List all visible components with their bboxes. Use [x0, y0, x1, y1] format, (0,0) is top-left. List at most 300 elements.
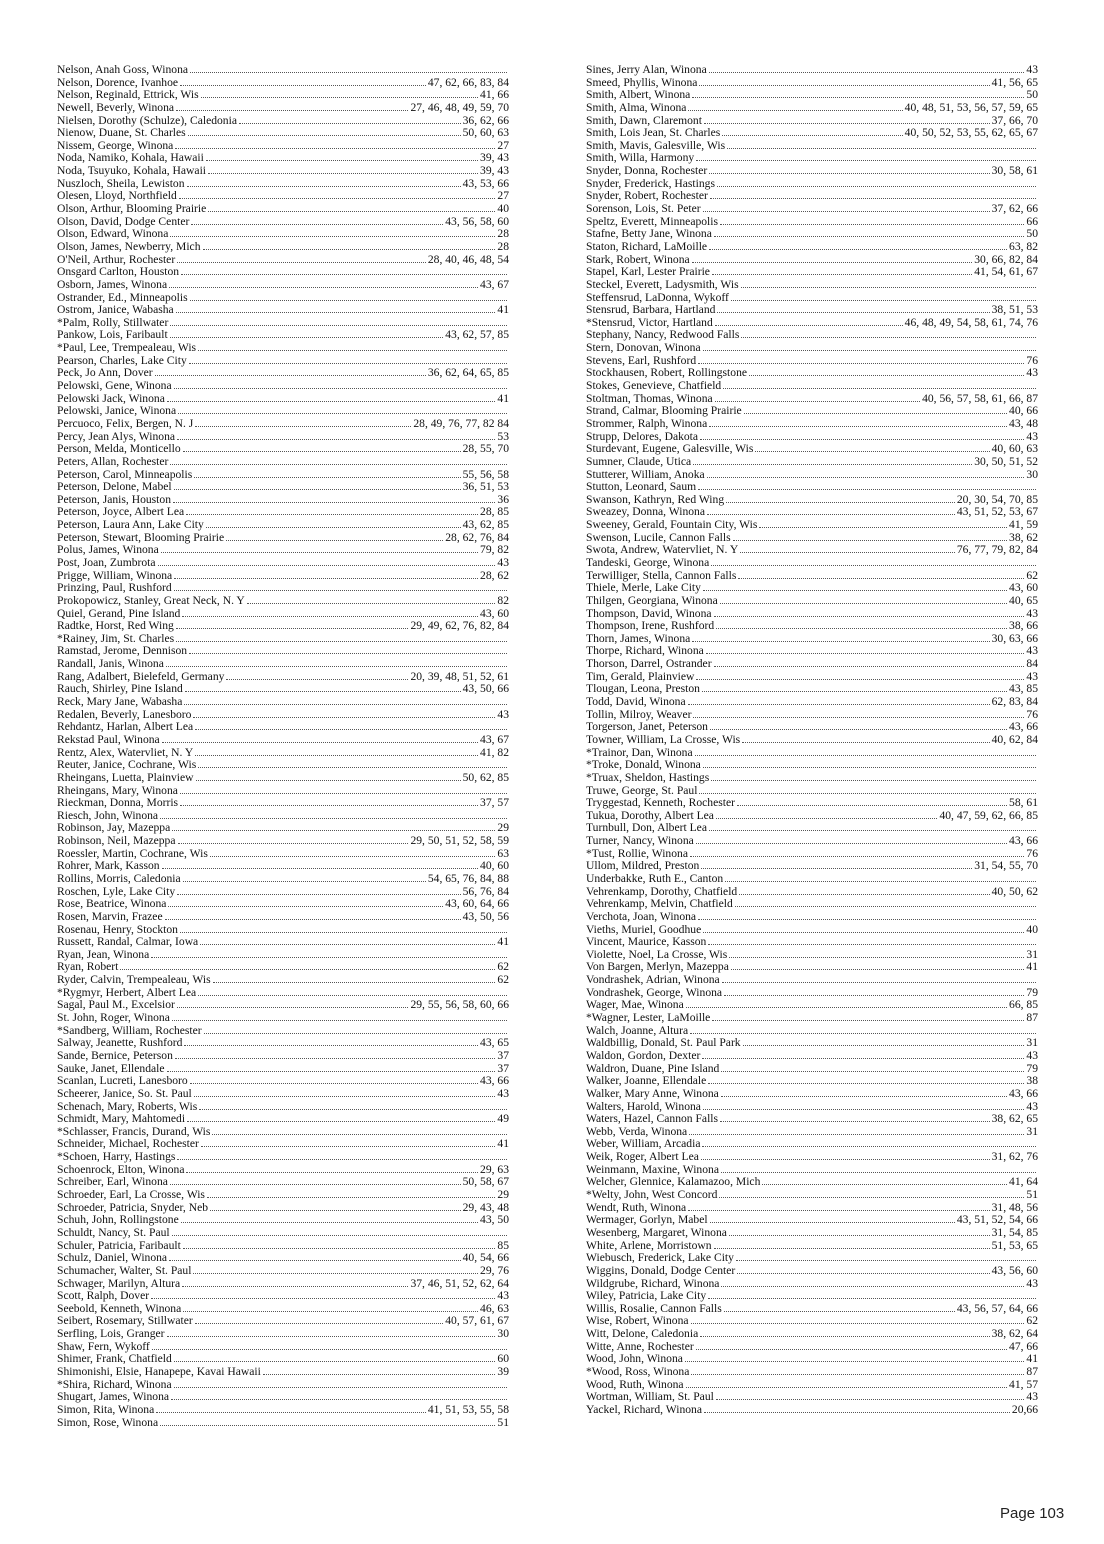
- dot-leader: [731, 300, 1036, 301]
- index-entry: [586, 431, 1038, 444]
- dot-leader: [716, 818, 938, 819]
- entry-pages: 41: [1026, 1353, 1038, 1366]
- dot-leader: [175, 1058, 496, 1059]
- dot-leader: [727, 148, 1036, 149]
- dot-leader: [724, 995, 1024, 996]
- dot-leader: [172, 830, 495, 831]
- entry-name: Prinzing, Paul, Rushford: [57, 582, 172, 595]
- entry-name: *Stensrud, Victor, Hartland: [586, 316, 713, 329]
- index-entry: [586, 683, 1038, 696]
- index-entry: [57, 873, 509, 886]
- entry-name: Peters, Allan, Rochester: [57, 455, 169, 468]
- entry-name: Rose, Beatrice, Winona: [57, 898, 167, 911]
- dot-leader: [195, 1323, 443, 1324]
- entry-pages: 40, 62, 84: [991, 733, 1038, 746]
- dot-leader: [690, 856, 1024, 857]
- index-entry: [57, 1126, 509, 1139]
- dot-leader: [179, 198, 496, 199]
- entry-pages: 82: [497, 594, 509, 607]
- entry-name: Rekstad Paul, Winona: [57, 733, 160, 746]
- dot-leader: [696, 160, 1036, 161]
- entry-name: Peterson, Stewart, Blooming Prairie: [57, 531, 225, 544]
- index-entry: [57, 886, 509, 899]
- dot-leader: [177, 262, 426, 263]
- index-entry: [57, 848, 509, 861]
- entry-pages: 37, 46, 51, 52, 62, 64: [410, 1277, 509, 1290]
- entry-pages: 30, 66, 82, 84: [974, 253, 1038, 266]
- index-entry: [586, 1278, 1038, 1291]
- entry-pages: 43: [497, 708, 509, 721]
- dot-leader: [721, 1172, 1036, 1173]
- entry-name: Smeed, Phyllis, Winona: [586, 76, 698, 89]
- index-entry: [586, 886, 1038, 899]
- index-entry: [57, 696, 509, 709]
- entry-name: Russett, Randal, Calmar, Iowa: [57, 936, 199, 949]
- dot-leader: [702, 691, 1007, 692]
- entry-pages: 43: [1026, 367, 1038, 380]
- entry-name: Staton, Richard, LaMoille: [586, 240, 708, 253]
- dot-leader: [172, 1020, 507, 1021]
- entry-name: Reck, Mary Jane, Wabasha: [57, 696, 183, 709]
- entry-pages: 41, 54, 61, 67: [974, 266, 1038, 279]
- entry-name: Terwilliger, Stella, Cannon Falls: [586, 569, 737, 582]
- entry-pages: 51: [497, 1416, 509, 1429]
- entry-name: Wermager, Gorlyn, Mabel: [586, 1214, 708, 1227]
- entry-pages: 40, 54, 66: [462, 1252, 509, 1265]
- dot-leader: [696, 1349, 1007, 1350]
- index-entry: [57, 216, 509, 229]
- index-entry: [586, 860, 1038, 873]
- entry-name: Violette, Noel, La Crosse, Wis: [586, 948, 728, 961]
- entry-pages: 46, 48, 49, 54, 58, 61, 74, 76: [904, 316, 1038, 329]
- entry-name: Ramstad, Jerome, Dennison: [57, 645, 188, 658]
- entry-name: Rosenau, Henry, Stockton: [57, 923, 178, 936]
- dot-leader: [731, 969, 1025, 970]
- index-entry: [586, 1176, 1038, 1189]
- entry-pages: 87: [1026, 1012, 1038, 1025]
- entry-name: Schulz, Daniel, Winona: [57, 1252, 168, 1265]
- entry-pages: 43, 60: [480, 607, 509, 620]
- entry-pages: 41: [497, 936, 509, 949]
- index-entry: [57, 1012, 509, 1025]
- index-entry: [57, 1265, 509, 1278]
- entry-name: Salway, Jeanette, Rushford: [57, 1037, 183, 1050]
- entry-name: Stephany, Nancy, Redwood Falls: [586, 329, 740, 342]
- entry-name: Strand, Calmar, Blooming Prairie: [586, 405, 742, 418]
- index-entry: [57, 709, 509, 722]
- entry-pages: 38, 51, 53: [991, 304, 1038, 317]
- entry-name: Vondrashek, George, Winona: [586, 986, 723, 999]
- index-entry: [586, 747, 1038, 760]
- entry-name: Turnbull, Don, Albert Lea: [586, 822, 707, 835]
- index-entry: [586, 848, 1038, 861]
- entry-pages: 37, 66, 70: [991, 114, 1038, 127]
- entry-name: Thompson, David, Winona: [586, 607, 712, 620]
- index-entry: [57, 519, 509, 532]
- dot-leader: [696, 679, 1024, 680]
- entry-name: Olesen, Lloyd, Northfield: [57, 190, 177, 203]
- index-entry: [586, 1088, 1038, 1101]
- index-column-left: [57, 64, 509, 1429]
- index-entry: [57, 987, 509, 1000]
- entry-name: *Troke, Donald, Winona: [586, 759, 701, 772]
- entry-name: Olson, David, Dodge Center: [57, 215, 190, 228]
- index-entry: [586, 582, 1038, 595]
- dot-leader: [711, 565, 1036, 566]
- dot-leader: [710, 729, 1007, 730]
- dot-leader: [759, 527, 1007, 528]
- dot-leader: [762, 1184, 1007, 1185]
- entry-name: Speltz, Everett, Minneapolis: [586, 215, 719, 228]
- entry-pages: 37: [497, 1049, 509, 1062]
- dot-leader: [741, 337, 1036, 338]
- entry-name: Schroeder, Earl, La Crosse, Wis: [57, 1189, 205, 1202]
- index-entry: [57, 456, 509, 469]
- dot-leader: [206, 527, 461, 528]
- index-entry: [57, 367, 509, 380]
- entry-name: Sines, Jerry Alan, Winona: [586, 64, 707, 76]
- index-entry: [57, 557, 509, 570]
- dot-leader: [226, 679, 408, 680]
- entry-name: Underbakke, Ruth E., Canton: [586, 873, 724, 885]
- index-entry: [586, 949, 1038, 962]
- entry-pages: 30, 58, 61: [991, 165, 1038, 178]
- entry-name: Swota, Andrew, Watervliet, N. Y: [586, 544, 739, 557]
- dot-leader: [708, 1298, 1036, 1299]
- entry-pages: 41: [497, 392, 509, 405]
- entry-pages: 50, 60, 63: [462, 127, 509, 140]
- entry-name: Steckel, Everett, Ladysmith, Wis: [586, 278, 739, 291]
- index-entry: [57, 924, 509, 937]
- entry-pages: 28, 49, 76, 77, 82 84: [413, 417, 509, 430]
- index-entry: [586, 380, 1038, 393]
- index-entry: [57, 64, 509, 77]
- entry-pages: 85: [497, 1239, 509, 1252]
- entry-name: Von Bargen, Merlyn, Mazeppa: [586, 961, 729, 974]
- index-entry: [586, 355, 1038, 368]
- entry-pages: 43: [1026, 607, 1038, 620]
- index-entry: [586, 494, 1038, 507]
- entry-name: Ullom, Mildred, Preston: [586, 860, 700, 873]
- dot-leader: [156, 1412, 426, 1413]
- index-entry: [586, 570, 1038, 583]
- entry-name: Wiebusch, Frederick, Lake City: [586, 1252, 734, 1265]
- index-entry: [586, 671, 1038, 684]
- index-entry: [586, 1037, 1038, 1050]
- dot-leader: [177, 1159, 507, 1160]
- dot-leader: [189, 363, 507, 364]
- index-entry: [57, 304, 509, 317]
- entry-name: Rollins, Morris, Caledonia: [57, 873, 181, 885]
- entry-pages: 43: [1026, 670, 1038, 683]
- entry-name: Wood, John, Winona: [586, 1353, 683, 1366]
- entry-name: Ostrom, Janice, Wabasha: [57, 304, 174, 317]
- entry-pages: 40, 60: [480, 860, 509, 873]
- index-entry: [57, 77, 509, 90]
- index-entry: [57, 785, 509, 798]
- index-entry: [586, 367, 1038, 380]
- dot-leader: [171, 1399, 507, 1400]
- entry-pages: 43: [1026, 1049, 1038, 1062]
- index-entry: [57, 898, 509, 911]
- dot-leader: [187, 1121, 495, 1122]
- dot-leader: [699, 85, 989, 86]
- index-entry: [586, 1025, 1038, 1038]
- dot-leader: [193, 1273, 478, 1274]
- entry-name: Scheerer, Janice, So. St. Paul: [57, 1087, 192, 1100]
- entry-name: *Shira, Richard, Winona: [57, 1378, 172, 1391]
- dot-leader: [709, 249, 1007, 250]
- entry-name: *Palm, Rolly, Stillwater: [57, 316, 169, 329]
- entry-pages: 41, 57: [1009, 1378, 1038, 1391]
- dot-leader: [186, 514, 478, 515]
- index-entry: [586, 1315, 1038, 1328]
- entry-pages: 29, 49, 62, 76, 82, 84: [410, 620, 509, 633]
- dot-leader: [183, 451, 461, 452]
- dot-leader: [176, 628, 409, 629]
- dot-leader: [200, 944, 495, 945]
- dot-leader: [183, 1248, 496, 1249]
- entry-pages: 40, 65: [1009, 594, 1038, 607]
- dot-leader: [172, 1235, 507, 1236]
- dot-leader: [190, 72, 507, 73]
- entry-name: Nelson, Dorence, Ivanhoe: [57, 76, 179, 89]
- entry-name: Snyder, Frederick, Hastings: [586, 177, 715, 190]
- entry-name: Schoenrock, Elton, Winona: [57, 1163, 185, 1176]
- entry-pages: 58, 61: [1009, 797, 1038, 810]
- index-entry: [57, 1113, 509, 1126]
- entry-name: Strupp, Delores, Dakota: [586, 430, 699, 443]
- dot-leader: [207, 1197, 495, 1198]
- entry-pages: 29, 50, 51, 52, 58, 59: [410, 835, 509, 848]
- dot-leader: [196, 780, 461, 781]
- dot-leader: [176, 641, 507, 642]
- dot-leader: [737, 805, 1007, 806]
- dot-leader: [174, 1361, 496, 1362]
- entry-name: Roschen, Lyle, Lake City: [57, 885, 176, 898]
- index-entry: [57, 911, 509, 924]
- dot-leader: [166, 666, 507, 667]
- entry-name: Noda, Namiko, Kohala, Hawaii: [57, 152, 204, 165]
- entry-name: Rohrer, Mark, Kasson: [57, 860, 160, 873]
- dot-leader: [691, 1323, 1025, 1324]
- entry-name: Sturdevant, Eugene, Galesville, Wis: [586, 443, 754, 456]
- dot-leader: [716, 1399, 1025, 1400]
- index-entry: [57, 127, 509, 140]
- entry-pages: 62: [1026, 1315, 1038, 1328]
- dot-leader: [721, 1071, 1024, 1072]
- dot-leader: [162, 868, 478, 869]
- entry-pages: 43, 50: [480, 1214, 509, 1227]
- dot-leader: [174, 1387, 507, 1388]
- entry-name: Weik, Roger, Albert Lea: [586, 1151, 699, 1164]
- entry-pages: 40, 60, 63: [991, 443, 1038, 456]
- dot-leader: [693, 464, 972, 465]
- entry-name: Pearson, Charles, Lake City: [57, 354, 187, 367]
- entry-name: Peck, Jo Ann, Dover: [57, 367, 153, 380]
- index-entry: [586, 911, 1038, 924]
- dot-leader: [176, 312, 496, 313]
- index-entry: [57, 1202, 509, 1215]
- entry-pages: 43, 66: [1009, 835, 1038, 848]
- index-entry: [57, 1176, 509, 1189]
- index-entry: [57, 999, 509, 1012]
- entry-pages: 40, 50, 52, 53, 55, 62, 65, 67: [904, 127, 1038, 140]
- dot-leader: [741, 287, 1036, 288]
- index-entry: [57, 797, 509, 810]
- dot-leader: [174, 578, 478, 579]
- index-entry: [586, 810, 1038, 823]
- index-entry: [57, 1278, 509, 1291]
- entry-name: Schenach, Mary, Roberts, Wis: [57, 1100, 198, 1113]
- entry-name: Ryan, Robert: [57, 961, 119, 974]
- entry-name: Wiggins, Donald, Dodge Center: [586, 1264, 736, 1277]
- entry-pages: 62: [497, 961, 509, 974]
- index-entry: [586, 557, 1038, 570]
- index-entry: [57, 532, 509, 545]
- index-entry: [586, 1379, 1038, 1392]
- index-entry: [586, 165, 1038, 178]
- entry-name: Polus, James, Winona: [57, 544, 159, 557]
- entry-pages: 43, 56, 60: [991, 1264, 1038, 1277]
- dot-leader: [152, 1349, 507, 1350]
- entry-name: Schwager, Marilyn, Altura: [57, 1277, 181, 1290]
- entry-pages: 47, 66: [1009, 1340, 1038, 1353]
- dot-leader: [715, 401, 920, 402]
- index-entry: [586, 734, 1038, 747]
- index-entry: [586, 961, 1038, 974]
- index-entry: [57, 469, 509, 482]
- dot-leader: [170, 337, 444, 338]
- index-entry: [57, 1290, 509, 1303]
- entry-name: Redalen, Beverly, Lanesboro: [57, 708, 192, 721]
- entry-name: Scott, Ralph, Dover: [57, 1290, 150, 1303]
- index-entry: [57, 317, 509, 330]
- entry-name: White, Arlene, Morristown: [586, 1239, 712, 1252]
- index-entry: [57, 329, 509, 342]
- dot-leader: [707, 514, 955, 515]
- dot-leader: [167, 1336, 496, 1337]
- index-column-right: [586, 64, 1038, 1417]
- dot-leader: [226, 540, 443, 541]
- dot-leader: [717, 186, 1036, 187]
- entry-name: *Rygmyr, Herbert, Albert Lea: [57, 986, 197, 999]
- entry-pages: 43: [1026, 64, 1038, 76]
- entry-name: Olson, Edward, Winona: [57, 228, 169, 241]
- entry-name: Torgerson, Janet, Peterson: [586, 721, 708, 734]
- entry-name: Rehdantz, Harlan, Albert Lea: [57, 721, 194, 734]
- entry-pages: 43, 66: [1009, 721, 1038, 734]
- dot-leader: [186, 1172, 478, 1173]
- index-entry: [586, 102, 1038, 115]
- entry-pages: 54, 65, 76, 84, 88: [427, 873, 509, 885]
- dot-leader: [239, 123, 461, 124]
- dot-leader: [704, 123, 990, 124]
- entry-name: Smith, Alma, Winona: [586, 101, 687, 114]
- dot-leader: [167, 1071, 496, 1072]
- dot-leader: [714, 616, 1025, 617]
- index-entry: [586, 64, 1038, 77]
- entry-pages: 36: [497, 493, 509, 506]
- index-entry: [586, 279, 1038, 292]
- index-entry: [57, 595, 509, 608]
- entry-name: Ryan, Jean, Winona: [57, 948, 150, 961]
- entry-pages: 20,66: [1011, 1403, 1038, 1416]
- entry-pages: 38, 66: [1009, 620, 1038, 633]
- entry-pages: 39: [497, 1365, 509, 1378]
- entry-name: Waldon, Gordon, Dexter: [586, 1049, 701, 1062]
- entry-pages: 66: [1026, 215, 1038, 228]
- index-entry: [57, 342, 509, 355]
- index-entry: [586, 759, 1038, 772]
- dot-leader: [703, 350, 1036, 351]
- index-entry: [586, 721, 1038, 734]
- index-entry: [57, 1341, 509, 1354]
- index-entry: [586, 77, 1038, 90]
- entry-pages: 28, 62: [480, 569, 509, 582]
- page-number: Page 103: [1000, 1505, 1065, 1522]
- entry-name: Olson, James, Newberry, Mich: [57, 240, 201, 253]
- dot-leader: [204, 1033, 507, 1034]
- entry-name: *Tust, Rollie, Winona: [586, 847, 688, 860]
- dot-leader: [709, 830, 1036, 831]
- entry-name: Stensrud, Barbara, Hartland: [586, 304, 716, 317]
- dot-leader: [692, 262, 973, 263]
- index-entry: [586, 658, 1038, 671]
- entry-pages: 39, 43: [480, 165, 509, 178]
- dot-leader: [210, 1210, 461, 1211]
- index-entry: [586, 974, 1038, 987]
- index-entry: [57, 582, 509, 595]
- entry-pages: 29: [497, 1189, 509, 1202]
- dot-leader: [194, 1096, 496, 1097]
- entry-name: Person, Melda, Monticello: [57, 443, 181, 456]
- dot-leader: [719, 1197, 1024, 1198]
- dot-leader: [722, 135, 902, 136]
- dot-leader: [175, 148, 495, 149]
- dot-leader: [755, 451, 989, 452]
- entry-name: Percuoco, Felix, Bergen, N. J: [57, 417, 194, 430]
- entry-pages: 43: [497, 1290, 509, 1303]
- entry-pages: 39, 43: [480, 152, 509, 165]
- index-entry: [586, 1050, 1038, 1063]
- entry-name: Schumacher, Walter, St. Paul: [57, 1264, 192, 1277]
- dot-leader: [698, 919, 1036, 920]
- entry-pages: 31: [1026, 1037, 1038, 1050]
- index-entry: [586, 1341, 1038, 1354]
- dot-leader: [733, 540, 1007, 541]
- entry-name: Stockhausen, Robert, Rollingstone: [586, 367, 748, 380]
- index-entry: [57, 140, 509, 153]
- entry-name: Roessler, Martin, Cochrane, Wis: [57, 847, 208, 860]
- entry-name: Onsgard Carlton, Houston: [57, 266, 180, 279]
- entry-name: O'Neil, Arthur, Rochester: [57, 253, 176, 266]
- entry-name: Ostrander, Ed., Minneapolis: [57, 291, 188, 304]
- entry-pages: 62, 83, 84: [991, 696, 1038, 709]
- dot-leader: [161, 552, 478, 553]
- dot-leader: [180, 932, 507, 933]
- dot-leader: [189, 653, 507, 654]
- entry-pages: 29, 63: [480, 1163, 509, 1176]
- dot-leader: [162, 742, 478, 743]
- index-entry: [57, 1151, 509, 1164]
- index-entry: [586, 822, 1038, 835]
- index-entry: [586, 797, 1038, 810]
- dot-leader: [173, 502, 495, 503]
- index-entry: [57, 355, 509, 368]
- index-entry: [57, 431, 509, 444]
- entry-pages: 31, 54, 85: [991, 1226, 1038, 1239]
